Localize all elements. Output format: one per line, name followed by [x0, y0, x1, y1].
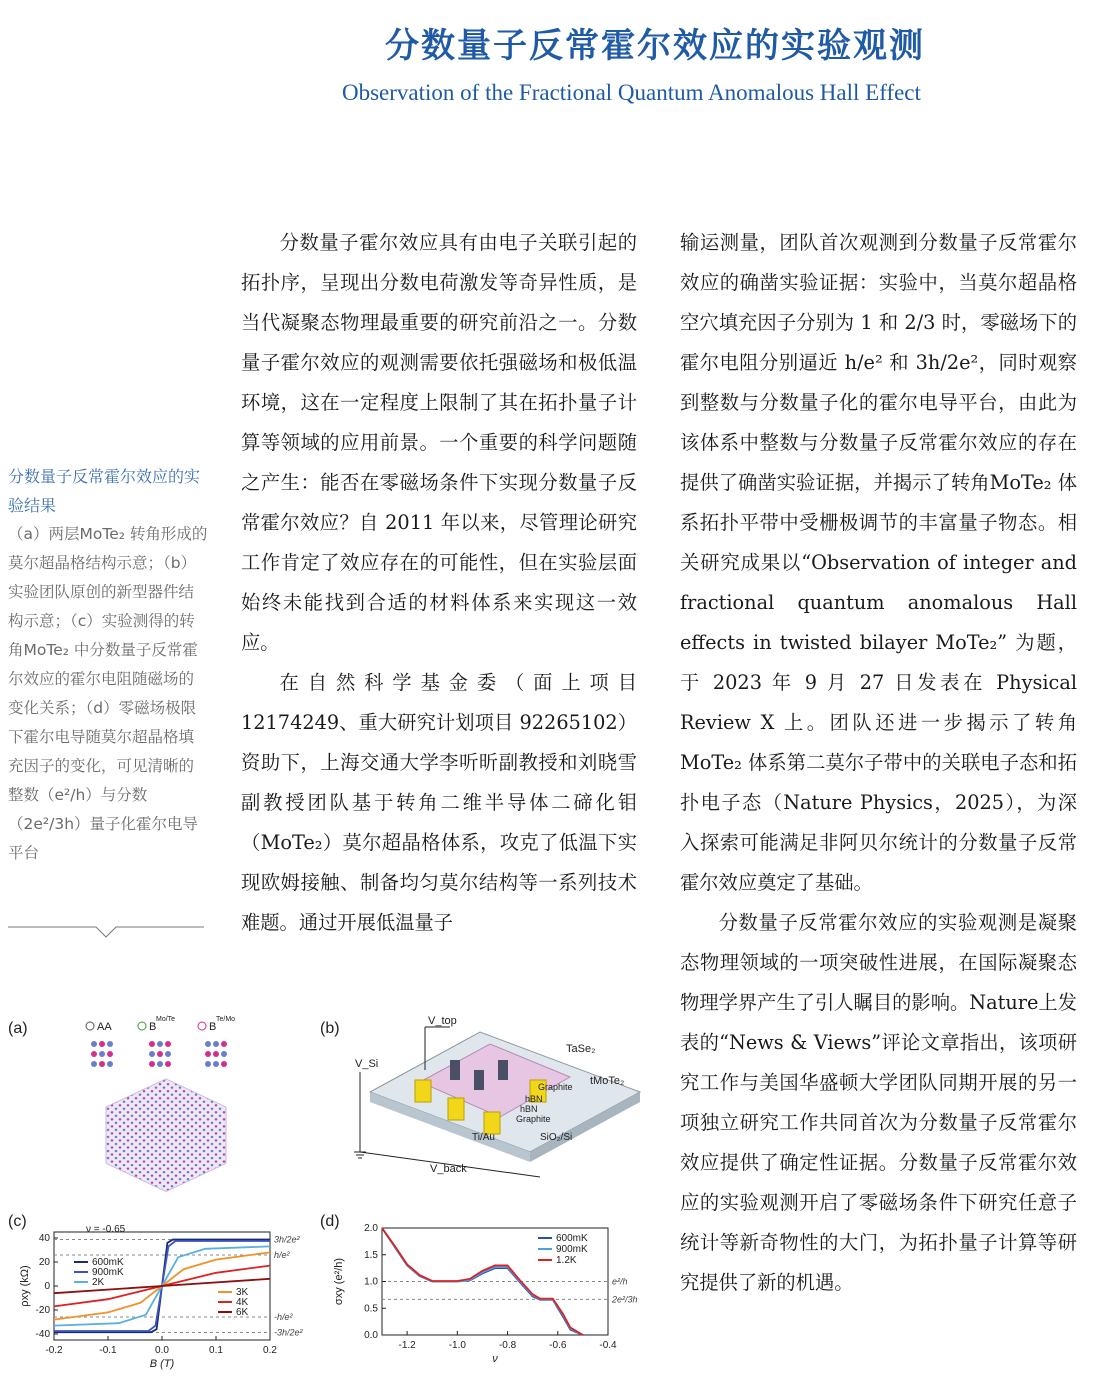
reference-label: h/e²	[274, 1250, 290, 1261]
x-tick-label: -1.0	[448, 1340, 466, 1351]
reference-label: 2e²/3h	[612, 1294, 638, 1305]
legend-label: 600mK	[92, 1257, 124, 1268]
reference-label: -h/e²	[274, 1311, 293, 1322]
caption-body: （a）两层MoTe₂ 转角形成的莫尔超晶格结构示意；（b）实验团队原创的新型器件结构示意；（c）实验测得的转角MoTe₂ 中分数量子反常霍尔效应的霍尔电阻随磁场的变化关系；（d）零磁场极限下霍尔电导随莫尔超晶格填充因子的变化，可见清晰的整数（e²/h）与分数（2e²/3h）量子化霍尔电导平台	[8, 525, 208, 862]
device-label: SiO₂/Si	[540, 1132, 573, 1143]
device-label: V_back	[430, 1163, 467, 1175]
device-label: hBN	[525, 1094, 543, 1104]
x-tick-label: -0.6	[549, 1340, 567, 1351]
x-tick-label: -0.1	[99, 1345, 117, 1356]
y-tick-label: 20	[38, 1257, 50, 1268]
panel-d-label: (d)	[320, 1213, 340, 1230]
atom-stack-icons	[91, 1041, 227, 1067]
y-tick-label: 1.5	[364, 1249, 378, 1261]
legend-label: 4K	[236, 1297, 249, 1308]
y-axis-label: ρxy (kΩ)	[19, 1265, 31, 1307]
stacking-marker	[86, 1022, 94, 1030]
legend-label: 600mK	[556, 1233, 588, 1244]
panel-b-label: (b)	[320, 1020, 340, 1037]
legend-label: 6K	[236, 1307, 249, 1318]
y-axis-label: σxy (e²/h)	[333, 1257, 345, 1306]
stacking-marker	[138, 1022, 146, 1030]
paragraph: 分数量子霍尔效应具有由电子关联引起的拓扑序，呈现出分数电荷激发等奇异性质，是当代凝聚态物理最重要的研究前沿之一。分数量子霍尔效应的观测需要依托强磁场和极低温环境，这在一定程度上限制了其在拓扑量子计算等领域的应用前景。一个重要的科学问题随之产生：能否在零磁场条件下实现分数量子反常霍尔效应？自 2011 年以来，尽管理论研究工作肯定了效应存在的可能性，但在实验层面始终未能找到合适的材料体系来实现这一效应。	[241, 231, 637, 654]
text-column-1	[241, 223, 637, 943]
stacking-label: B	[209, 1021, 217, 1033]
page-subtitle: Observation of the Fractional Quantum Anomalous Hall Effect	[342, 80, 921, 105]
legend-label: 900mK	[556, 1244, 588, 1255]
y-tick-label: 0	[44, 1281, 50, 1292]
stacking-label: B	[149, 1021, 157, 1033]
y-tick-label: 0.0	[364, 1330, 378, 1341]
reference-label: -3h/2e²	[274, 1327, 303, 1338]
panel-b-device-schematic	[340, 1012, 680, 1187]
y-tick-label: 2.0	[364, 1223, 378, 1234]
device-label: TaSe₂	[566, 1043, 596, 1055]
legend-label: 1.2K	[556, 1255, 577, 1266]
page-title: 分数量子反常霍尔效应的实验观测	[385, 26, 925, 66]
caption-title: 分数量子反常霍尔效应的实验结果	[8, 467, 201, 515]
stacking-label: AA	[97, 1021, 112, 1033]
reference-label: 3h/2e²	[274, 1234, 300, 1245]
annotation: ν = -0.65	[86, 1224, 126, 1235]
device-label: Ti/Au	[472, 1132, 495, 1143]
figure-caption	[8, 462, 208, 868]
y-tick-label: 40	[38, 1233, 50, 1244]
chart-d	[330, 1222, 660, 1372]
device-label: Graphite	[538, 1082, 573, 1092]
x-axis-label: B (T)	[149, 1358, 175, 1370]
y-tick-label: 0.5	[364, 1303, 378, 1315]
paragraph: 在自然科学基金委（面上项目 12174249、重大研究计划项目 92265102）资助下，上海交通大学李听昕副教授和刘晓雪副教授团队基于转角二维半导体二碲化钼（MoTe₂）莫尔超晶格体系，攻克了低温下实现欧姆接触、制备均匀莫尔结构等一系列技术难题。通过开展低温量子	[241, 671, 637, 934]
device-label: hBN	[520, 1104, 538, 1114]
legend-label: 2K	[92, 1277, 105, 1288]
legend-label: 900mK	[92, 1267, 124, 1278]
device-label: V_Si	[355, 1058, 379, 1070]
device-label: Graphite	[516, 1114, 551, 1124]
x-tick-label: -0.4	[599, 1340, 617, 1351]
x-tick-label: 0.1	[209, 1345, 223, 1356]
paragraph: 输运测量，团队首次观测到分数量子反常霍尔效应的确凿实验证据：实验中，当莫尔超晶格空穴填充因子分别为 1 和 2/3 时，零磁场下的霍尔电阻分别逼近 h/e² 和 3h/2e²，同时观察到整数与分数量子化的霍尔电导平台，由此为该体系中整数与分数量子反常霍尔效应的存在提供了确凿实验证据，并揭示了转角MoTe₂ 体系拓扑平带中受栅极调节的丰富量子物态。相关研究成果以“Observation of integer and fractional quantum anomalous Hall effects in twisted bilayer MoTe₂” 为题，于 2023 年 9 月 27 日发表在 Physical Review X 上。团队还进一步揭示了转角MoTe₂ 体系第二莫尔子带中的关联电子态和拓扑电子态（Nature Physics，2025），为深入探索可能满足非阿贝尔统计的分数量子反常霍尔效应奠定了基础。	[680, 231, 1077, 894]
device-label: V_top	[428, 1015, 457, 1027]
y-tick-label: -40	[35, 1329, 50, 1340]
stacking-superscript: Mo/Te	[156, 1016, 176, 1023]
x-tick-label: -1.2	[398, 1340, 416, 1351]
y-tick-label: 1.0	[364, 1276, 378, 1288]
x-tick-label: -0.8	[498, 1340, 517, 1351]
x-tick-label: 0.0	[155, 1345, 169, 1356]
stacking-marker	[198, 1022, 206, 1030]
panel-c-label: (c)	[8, 1213, 27, 1230]
x-tick-label: 0.2	[263, 1345, 277, 1356]
reference-label: e²/h	[612, 1276, 628, 1287]
stacking-superscript: Te/Mo	[216, 1016, 236, 1023]
x-tick-label: -0.2	[45, 1345, 63, 1356]
y-tick-label: -20	[35, 1305, 50, 1316]
legend-label: 3K	[236, 1287, 249, 1298]
chart-c	[16, 1222, 320, 1372]
panel-a-moire-lattice	[70, 1012, 270, 1192]
paragraph: 分数量子反常霍尔效应的实验观测是凝聚态物理领域的一项突破性进展，在国际凝聚态物理学界产生了引人瞩目的影响。Nature上发表的“News & Views”评论文章指出，该项研究工作与美国华盛顿大学团队同期开展的另一项独立研究工作共同首次为分数量子反常霍尔效应提供了确定性证据。分数量子反常霍尔效应的实验观测开启了零磁场条件下研究任意子统计等新奇物性的大门，为拓扑量子计算等研究提供了新的机遇。	[680, 911, 1077, 1294]
caption-divider	[8, 925, 204, 941]
moire-hexagon	[106, 1079, 226, 1192]
text-column-2	[680, 223, 1077, 1303]
x-axis-label: ν	[492, 1353, 498, 1365]
device-label: tMoTe₂	[590, 1075, 625, 1087]
panel-a-label: (a)	[8, 1020, 28, 1037]
